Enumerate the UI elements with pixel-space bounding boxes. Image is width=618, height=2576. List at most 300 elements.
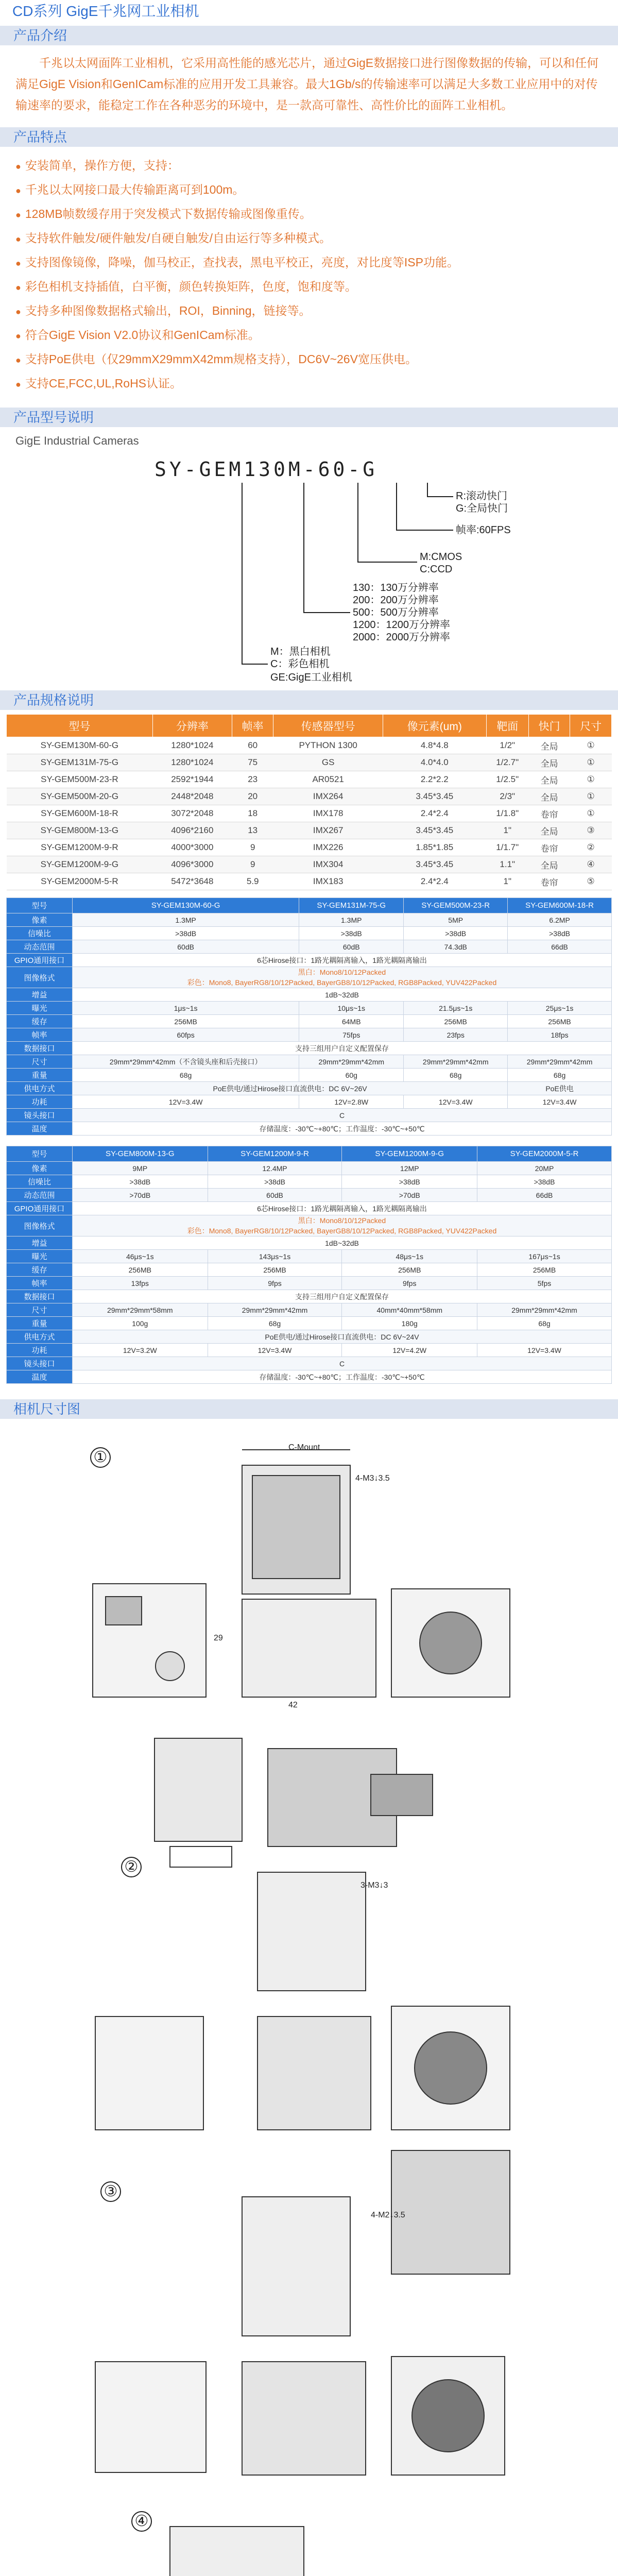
row-label: 动态范围 <box>7 1189 73 1202</box>
section-features-heading: 产品特点 <box>0 127 618 147</box>
table-cell: 4000*3000 <box>152 839 232 856</box>
row-label: 图像格式 <box>7 967 73 988</box>
table-cell: SY-GEM500M-23-R <box>404 898 508 913</box>
table-cell: PoE供电/通过Hirose接口直流供电：DC 6V~24V <box>73 1330 612 1344</box>
column-header: 像元素(um) <box>383 715 486 737</box>
table-row <box>7 1069 612 1082</box>
intro-paragraph: 千兆以太网面阵工业相机，它采用高性能的感光芯片，通过GigE数据接口进行图像数据的传输，可以和任何满足GigE Vision和GenICam标准的应用开发工具兼容。最大1Gb/s的传输速率可以满足大多数工业应用中的对传输速率的要求，能稳定工作在各种恶劣的环境中，是一款高可靠性、高性价比的面阵工业相机。 <box>15 56 599 112</box>
table-cell: ⑤ <box>570 873 612 890</box>
table-cell: 6芯Hirose接口：1路光耦隔离输入，1路光耦隔离输出 <box>73 954 612 967</box>
table-row <box>7 1189 612 1202</box>
dim-annotation: 3-M3↓3 <box>360 1881 388 1890</box>
table-cell: 全局 <box>528 822 570 839</box>
table-cell: 20MP <box>477 1162 612 1175</box>
table-cell: 9 <box>232 839 273 856</box>
table-cell: 卷帘 <box>528 873 570 890</box>
table-cell: 1/2.7" <box>486 754 528 771</box>
table-cell: 1dB~32dB <box>73 988 612 1002</box>
row-label: 缓存 <box>7 1263 73 1277</box>
table-cell: 1.3MP <box>73 913 299 927</box>
table-cell: 6芯Hirose接口：1路光耦隔离输入，1路光耦隔离输出 <box>73 1202 612 1215</box>
dim-annotation: 29 <box>214 1634 223 1642</box>
table-row <box>7 988 612 1002</box>
naming-label: 200：200万分辨率 <box>353 595 439 606</box>
naming-label: 1200：1200万分辨率 <box>353 619 450 631</box>
table-cell: 2448*2048 <box>152 788 232 805</box>
table-row <box>7 1055 612 1069</box>
table-cell: 1/2.5" <box>486 771 528 788</box>
row-label: 信噪比 <box>7 1175 73 1189</box>
table-cell: 4.0*4.0 <box>383 754 486 771</box>
table-cell: ① <box>570 754 612 771</box>
column-header: 分辨率 <box>152 715 232 737</box>
drawing-marker-3: ③ <box>100 2181 121 2202</box>
table-cell: 10μs~1s <box>299 1002 404 1015</box>
table-row <box>7 1303 612 1317</box>
table-cell: 卷帘 <box>528 839 570 856</box>
table-cell: 40mm*40mm*58mm <box>342 1303 477 1317</box>
table-cell: 1" <box>486 873 528 890</box>
row-label: 镜头接口 <box>7 1357 73 1370</box>
drawing-marker-2: ② <box>121 1857 142 1877</box>
table-cell: 75 <box>232 754 273 771</box>
row-label: 数据接口 <box>7 1042 73 1055</box>
table-cell: 全局 <box>528 771 570 788</box>
table-row <box>7 940 612 954</box>
table-cell: SY-GEM1200M-9-R <box>7 839 153 856</box>
table-cell: 256MB <box>208 1263 342 1277</box>
table-cell: 3.45*3.45 <box>383 822 486 839</box>
table-cell: SY-GEM130M-60-G <box>7 737 153 754</box>
row-label: 缓存 <box>7 1015 73 1028</box>
column-header: 尺寸 <box>570 715 612 737</box>
table-cell: 4.8*4.8 <box>383 737 486 754</box>
table-cell: 143μs~1s <box>208 1250 342 1263</box>
table-cell: 60fps <box>73 1028 299 1042</box>
column-header: 快门 <box>528 715 570 737</box>
table-cell: ① <box>570 805 612 822</box>
section-spec-heading: 产品规格说明 <box>0 690 618 710</box>
table-row <box>7 1146 612 1162</box>
table-row <box>7 788 612 805</box>
table-row <box>7 898 612 913</box>
table-cell: 29mm*29mm*42mm <box>208 1303 342 1317</box>
table-cell: 74.3dB <box>404 940 508 954</box>
naming-label: 帧率:60FPS <box>456 524 511 536</box>
table-cell: 存储温度：-30℃~+80℃；工作温度：-30℃~+50℃ <box>73 1370 612 1384</box>
table-cell: 68g <box>404 1069 508 1082</box>
table-cell: 1dB~32dB <box>73 1236 612 1250</box>
table-row <box>7 967 612 988</box>
table-cell: 12V=3.4W <box>208 1344 342 1357</box>
row-label: 重量 <box>7 1317 73 1330</box>
table-cell: GS <box>273 754 383 771</box>
table-cell: 1.1" <box>486 856 528 873</box>
table-cell: 68g <box>208 1317 342 1330</box>
table-cell: 卷帘 <box>528 805 570 822</box>
table-row <box>7 1290 612 1303</box>
table-cell: 1/2" <box>486 737 528 754</box>
naming-label: M：黑白相机 <box>270 646 331 657</box>
table-cell: IMX267 <box>273 822 383 839</box>
table-row <box>7 1202 612 1215</box>
table-cell: 1" <box>486 822 528 839</box>
table-cell: >70dB <box>73 1189 208 1202</box>
column-header: 型号 <box>7 715 153 737</box>
column-header: 靶面 <box>486 715 528 737</box>
table-row <box>7 1082 612 1095</box>
table-cell: 46μs~1s <box>73 1250 208 1263</box>
table-row <box>7 805 612 822</box>
feature-item: ● 符合GigE Vision V2.0协议和GenICam标准。 <box>15 324 603 348</box>
table-cell: 4096*2160 <box>152 822 232 839</box>
feature-item: ● 支持CE,FCC,UL,RoHS认证。 <box>15 372 603 396</box>
table-row <box>7 1277 612 1290</box>
row-label: 图像格式 <box>7 1215 73 1236</box>
format-mono: 黑白：Mono8/10/12Packed <box>298 1216 386 1225</box>
table-cell: 12.4MP <box>208 1162 342 1175</box>
table-cell: 29mm*29mm*42mm <box>404 1055 508 1069</box>
table-cell: 12V=4.2W <box>342 1344 477 1357</box>
table-cell: SY-GEM600M-18-R <box>7 805 153 822</box>
table-cell: 1/1.7" <box>486 839 528 856</box>
table-row <box>7 1236 612 1250</box>
row-label: GPIO通用接口 <box>7 954 73 967</box>
table-cell: 29mm*29mm*42mm <box>299 1055 404 1069</box>
dim-annotation: C-Mount <box>288 1443 320 1452</box>
table-row <box>7 1317 612 1330</box>
spec-summary-body <box>7 737 612 890</box>
table-row <box>7 771 612 788</box>
row-label: 尺寸 <box>7 1303 73 1317</box>
table-cell: 48μs~1s <box>342 1250 477 1263</box>
table-cell: SY-GEM2000M-5-R <box>7 873 153 890</box>
row-label: 温度 <box>7 1370 73 1384</box>
table-cell: 3.45*3.45 <box>383 788 486 805</box>
page-title: CD系列 GigE千兆网工业相机 <box>0 0 618 23</box>
table-cell: 68g <box>477 1317 612 1330</box>
feature-item: ● 千兆以太网接口最大传输距离可到100m。 <box>15 178 603 202</box>
table-cell: IMX226 <box>273 839 383 856</box>
table-row <box>7 913 612 927</box>
table-cell: ④ <box>570 856 612 873</box>
naming-label: C:CCD <box>420 564 453 575</box>
feature-item: ● 支持图像镜像，降噪，伽马校正，查找表，黑电平校正，亮度，对比度等ISP功能。 <box>15 251 603 275</box>
table-row <box>7 754 612 771</box>
feature-item: ● 支持软件触发/硬件触发/自硬自触发/自由运行等多种模式。 <box>15 227 603 251</box>
table-cell: >38dB <box>208 1175 342 1189</box>
table-cell: 6.2MP <box>508 913 612 927</box>
table-cell: >38dB <box>73 927 299 940</box>
table-cell: 25μs~1s <box>508 1002 612 1015</box>
table-cell: >38dB <box>299 927 404 940</box>
row-label: 功耗 <box>7 1344 73 1357</box>
table-cell: 存储温度：-30℃~+80℃；工作温度：-30℃~+50℃ <box>73 1122 612 1136</box>
table-cell: AR0521 <box>273 771 383 788</box>
table-cell: 66dB <box>477 1189 612 1202</box>
table-cell: IMX183 <box>273 873 383 890</box>
table-cell: 9fps <box>342 1277 477 1290</box>
table-cell: 29mm*29mm*42mm（不含镜头座和后壳接口） <box>73 1055 299 1069</box>
table-row <box>7 954 612 967</box>
column-header: 传感器型号 <box>273 715 383 737</box>
table-row <box>7 1215 612 1236</box>
table-cell: 2/3" <box>486 788 528 805</box>
table-cell: 12V=3.4W <box>73 1095 299 1109</box>
naming-label: GE:GigE工业相机 <box>270 672 352 683</box>
table-row <box>7 1175 612 1189</box>
row-label: 信噪比 <box>7 927 73 940</box>
table-row <box>7 1015 612 1028</box>
table-cell: 5.9 <box>232 873 273 890</box>
table-row <box>7 1109 612 1122</box>
table-cell: 2.2*2.2 <box>383 771 486 788</box>
section-dims-heading: 相机尺寸图 <box>0 1399 618 1419</box>
table-cell: 全局 <box>528 856 570 873</box>
table-cell: 1.3MP <box>299 913 404 927</box>
row-label: 帧率 <box>7 1277 73 1290</box>
table-cell: 1280*1024 <box>152 737 232 754</box>
table-cell: 66dB <box>508 940 612 954</box>
row-label: 帧率 <box>7 1028 73 1042</box>
table-cell: 256MB <box>477 1263 612 1277</box>
table-cell: 12V=3.4W <box>404 1095 508 1109</box>
table-row <box>7 1250 612 1263</box>
table-cell: SY-GEM800M-13-G <box>73 1146 208 1162</box>
table-header-row <box>7 715 612 737</box>
table-row <box>7 1002 612 1015</box>
table-cell: 支持三组用户自定义配置保存 <box>73 1290 612 1303</box>
table-cell: 全局 <box>528 788 570 805</box>
table-cell: SY-GEM131M-75-G <box>7 754 153 771</box>
table-cell: >70dB <box>342 1189 477 1202</box>
table-cell: SY-GEM600M-18-R <box>508 898 612 913</box>
row-label: 功耗 <box>7 1095 73 1109</box>
naming-label: 130：130万分辨率 <box>353 582 439 594</box>
table-cell: SY-GEM1200M-9-G <box>7 856 153 873</box>
table-cell: >38dB <box>508 927 612 940</box>
table-cell: 29mm*29mm*58mm <box>73 1303 208 1317</box>
table-cell: 23fps <box>404 1028 508 1042</box>
table-cell: IMX264 <box>273 788 383 805</box>
table-cell: 18 <box>232 805 273 822</box>
table-cell: 13fps <box>73 1277 208 1290</box>
table-cell: 5MP <box>404 913 508 927</box>
table-cell: ① <box>570 771 612 788</box>
row-label: 增益 <box>7 1236 73 1250</box>
table-cell <box>73 967 612 988</box>
table-cell: ② <box>570 839 612 856</box>
table-cell: >38dB <box>477 1175 612 1189</box>
table-cell: 1μs~1s <box>73 1002 299 1015</box>
format-color: 彩色：Mono8, BayerRG8/10/12Packed, BayerGB8/10/12Packed, RGB8Packed, YUV422Packed <box>187 978 497 987</box>
table-cell: >38dB <box>73 1175 208 1189</box>
table-cell: 23 <box>232 771 273 788</box>
table-cell: 全局 <box>528 754 570 771</box>
feature-item: ● 安装简单，操作方便，支持： <box>15 154 603 178</box>
naming-label: R:滚动快门 <box>456 490 507 502</box>
naming-label: M:CMOS <box>420 551 462 563</box>
table-cell: 9fps <box>208 1277 342 1290</box>
table-row <box>7 737 612 754</box>
table-cell: 256MB <box>404 1015 508 1028</box>
table-cell: 13 <box>232 822 273 839</box>
column-header: 帧率 <box>232 715 273 737</box>
table-cell: 3072*2048 <box>152 805 232 822</box>
table-cell: 5fps <box>477 1277 612 1290</box>
table-row <box>7 1042 612 1055</box>
row-label: 曝光 <box>7 1002 73 1015</box>
table-cell: SY-GEM2000M-5-R <box>477 1146 612 1162</box>
feature-item: ● 支持PoE供电（仅29mmX29mmX42mm规格支持），DC6V~26V宽压供电。 <box>15 348 603 372</box>
table-cell: 1.85*1.85 <box>383 839 486 856</box>
table-cell: C <box>73 1357 612 1370</box>
table-cell: SY-GEM1200M-9-R <box>208 1146 342 1162</box>
table-cell: SY-GEM130M-60-G <box>73 898 299 913</box>
row-label: 型号 <box>7 898 73 913</box>
table-row <box>7 1357 612 1370</box>
row-label: 供电方式 <box>7 1330 73 1344</box>
table-row <box>7 1344 612 1357</box>
table-cell: 20 <box>232 788 273 805</box>
feature-item: ● 支持多种图像数据格式输出，ROI，Binning，链接等。 <box>15 299 603 324</box>
table-cell: 4096*3000 <box>152 856 232 873</box>
table-cell: 29mm*29mm*42mm <box>508 1055 612 1069</box>
naming-subtitle: GigE Industrial Cameras <box>15 434 139 447</box>
drawing-marker-4: ④ <box>131 2511 152 2532</box>
spec-summary-table <box>6 714 612 890</box>
detail-spec-table-2 <box>6 1146 612 1384</box>
table-cell <box>73 1215 612 1236</box>
row-label: 像素 <box>7 1162 73 1175</box>
table-cell: 100g <box>73 1317 208 1330</box>
table-cell: 支持三组用户自定义配置保存 <box>73 1042 612 1055</box>
feature-item: ● 128MB帧数缓存用于突发模式下数据传输或图像重传。 <box>15 202 603 227</box>
table-cell: 256MB <box>342 1263 477 1277</box>
table-cell: ① <box>570 788 612 805</box>
table-row <box>7 856 612 873</box>
table-row <box>7 839 612 856</box>
table-cell: SY-GEM1200M-9-G <box>342 1146 477 1162</box>
naming-label: 2000：2000万分辨率 <box>353 632 450 643</box>
naming-label: 500：500万分辨率 <box>353 607 439 618</box>
feature-item: ● 彩色相机支持插值，白平衡，颜色转换矩阵，色度，饱和度等。 <box>15 275 603 299</box>
table-cell: C <box>73 1109 612 1122</box>
table-row <box>7 1330 612 1344</box>
table-cell: 60dB <box>299 940 404 954</box>
table-row <box>7 927 612 940</box>
table-cell: 3.45*3.45 <box>383 856 486 873</box>
section-intro-heading: 产品介绍 <box>0 26 618 45</box>
table-row <box>7 1122 612 1136</box>
naming-label: C：彩色相机 <box>270 658 330 670</box>
dim-annotation: 4-M3↓3.5 <box>355 1474 390 1483</box>
table-cell: 180g <box>342 1317 477 1330</box>
format-mono: 黑白：Mono8/10/12Packed <box>298 968 386 976</box>
table-cell: IMX304 <box>273 856 383 873</box>
table-cell: 12MP <box>342 1162 477 1175</box>
table-cell: 75fps <box>299 1028 404 1042</box>
table-cell: >38dB <box>404 927 508 940</box>
table-cell: 12V=2.8W <box>299 1095 404 1109</box>
row-label: 供电方式 <box>7 1082 73 1095</box>
table-cell: 12V=3.2W <box>73 1344 208 1357</box>
drawing-marker-1: ① <box>90 1447 111 1468</box>
table-cell: 60 <box>232 737 273 754</box>
table-cell: 60dB <box>73 940 299 954</box>
table-cell: ① <box>570 737 612 754</box>
table-cell: 全局 <box>528 737 570 754</box>
table-cell: 256MB <box>508 1015 612 1028</box>
table-cell: 60g <box>299 1069 404 1082</box>
table-cell: PoE供电/通过Hirose接口直流供电：DC 6V~26V <box>73 1082 508 1095</box>
table-cell: 2.4*2.4 <box>383 873 486 890</box>
table-row <box>7 1028 612 1042</box>
table-cell: 256MB <box>73 1263 208 1277</box>
table-cell: 12V=3.4W <box>508 1095 612 1109</box>
table-cell: SY-GEM500M-23-R <box>7 771 153 788</box>
table-cell: 29mm*29mm*42mm <box>477 1303 612 1317</box>
table-cell: 64MB <box>299 1015 404 1028</box>
row-label: 增益 <box>7 988 73 1002</box>
dimension-drawings <box>0 1419 618 2576</box>
table-cell: SY-GEM500M-20-G <box>7 788 153 805</box>
dim-annotation: 42 <box>288 1701 298 1709</box>
row-label: 曝光 <box>7 1250 73 1263</box>
naming-label: G:全局快门 <box>456 503 508 514</box>
table-cell: 12V=3.4W <box>477 1344 612 1357</box>
table-cell: 68g <box>73 1069 299 1082</box>
row-label: 尺寸 <box>7 1055 73 1069</box>
row-label: 镜头接口 <box>7 1109 73 1122</box>
table-row <box>7 1162 612 1175</box>
table-cell: 68g <box>508 1069 612 1082</box>
table-cell: 60dB <box>208 1189 342 1202</box>
table-cell: ③ <box>570 822 612 839</box>
model-naming-diagram <box>0 427 618 687</box>
table-cell: SY-GEM131M-75-G <box>299 898 404 913</box>
table-cell: 9 <box>232 856 273 873</box>
row-label: 像素 <box>7 913 73 927</box>
table-cell: 2.4*2.4 <box>383 805 486 822</box>
table-cell: 1280*1024 <box>152 754 232 771</box>
table-row <box>7 1263 612 1277</box>
table-cell: 2592*1944 <box>152 771 232 788</box>
table-cell: IMX178 <box>273 805 383 822</box>
table-cell: PYTHON 1300 <box>273 737 383 754</box>
row-label: 温度 <box>7 1122 73 1136</box>
section-naming-heading: 产品型号说明 <box>0 408 618 427</box>
table-row <box>7 873 612 890</box>
table-cell: >38dB <box>342 1175 477 1189</box>
table-cell: 5472*3648 <box>152 873 232 890</box>
row-label: 型号 <box>7 1146 73 1162</box>
table-cell: 1/1.8" <box>486 805 528 822</box>
row-label: 重量 <box>7 1069 73 1082</box>
table-cell: 167μs~1s <box>477 1250 612 1263</box>
naming-model-code: SY-GEM130M-60-G <box>154 458 378 481</box>
table-cell: 18fps <box>508 1028 612 1042</box>
format-color: 彩色：Mono8, BayerRG8/10/12Packed, BayerGB8/10/12Packed, RGB8Packed, YUV422Packed <box>187 1227 497 1235</box>
row-label: GPIO通用接口 <box>7 1202 73 1215</box>
dim-annotation: 4-M2↓3.5 <box>371 2211 405 2219</box>
detail-spec-table-1 <box>6 897 612 1136</box>
drawing-canvas <box>0 1419 618 2576</box>
table-row <box>7 822 612 839</box>
row-label: 数据接口 <box>7 1290 73 1303</box>
row-label: 动态范围 <box>7 940 73 954</box>
table-row <box>7 1095 612 1109</box>
